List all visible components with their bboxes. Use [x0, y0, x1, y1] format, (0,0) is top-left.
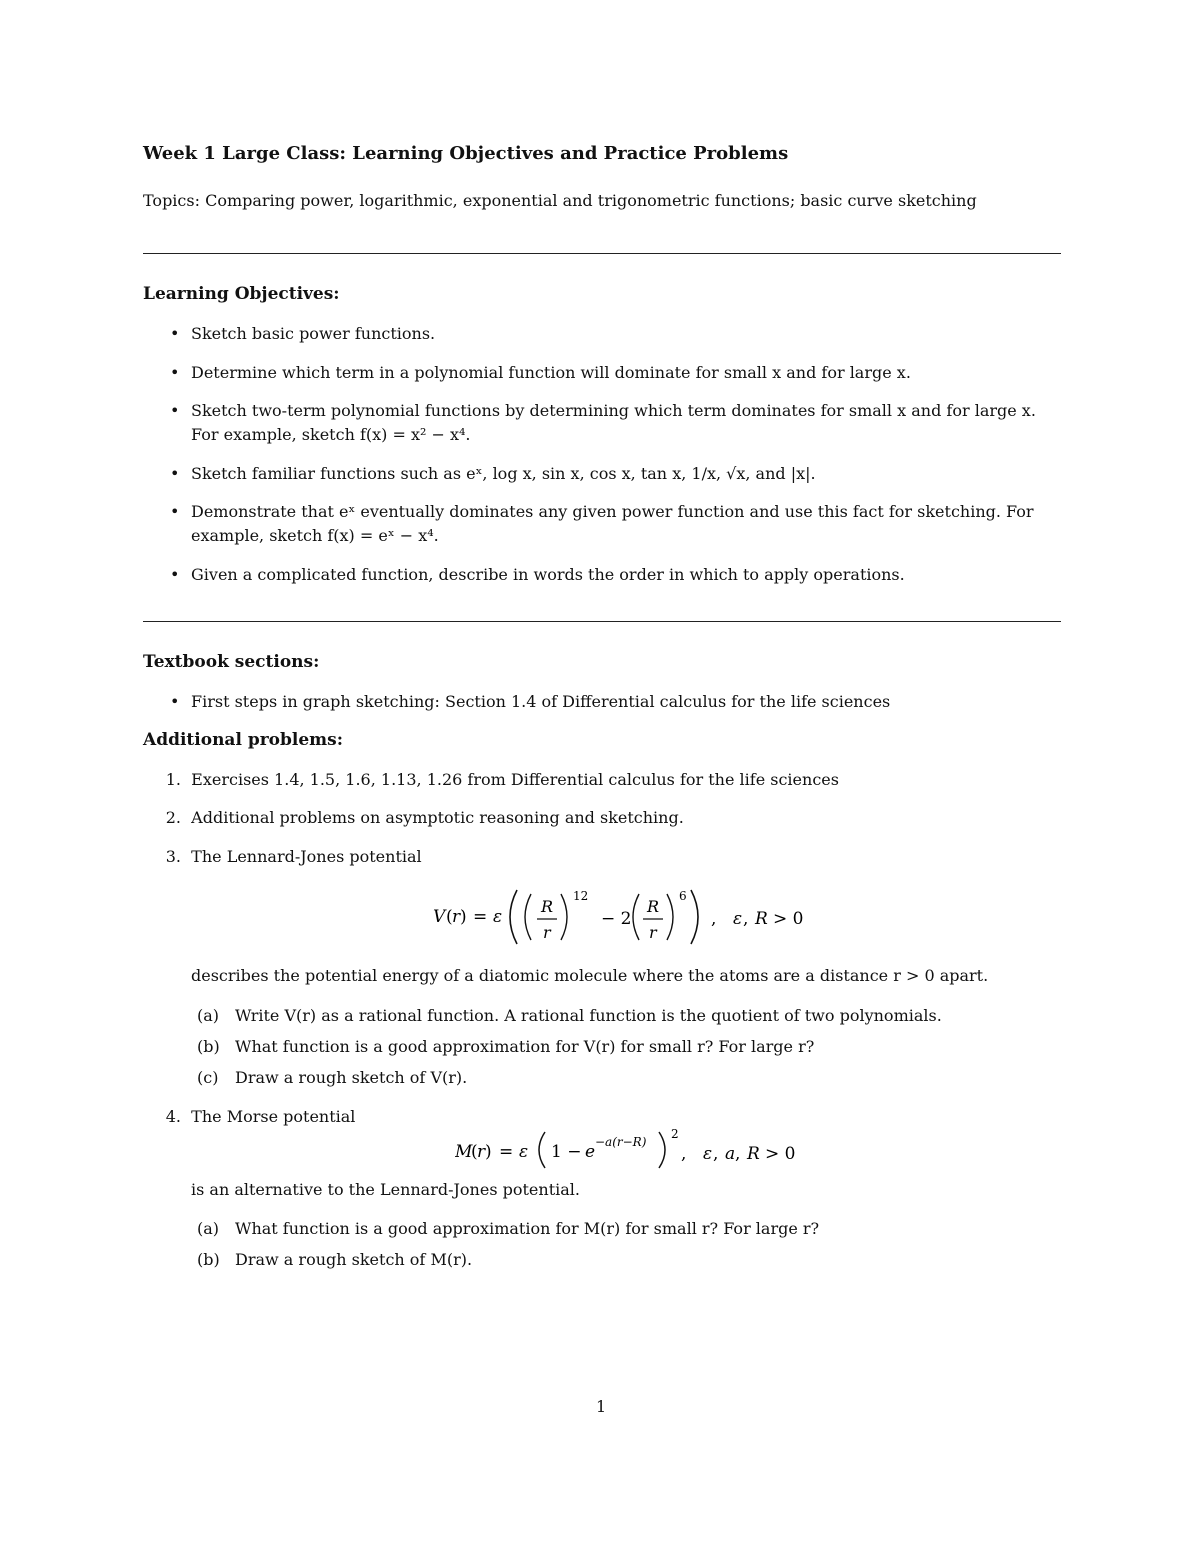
list-item: • Sketch basic power functions.: [170, 324, 436, 343]
svg-text:,: ,: [713, 1144, 719, 1164]
problem-3-intro: The Lennard-Jones potential: [191, 847, 422, 866]
page-number: 1: [596, 1397, 607, 1416]
problem-4-intro: The Morse potential: [191, 1107, 356, 1126]
lennard-jones-equation: [433, 882, 813, 956]
svg-text:=: =: [499, 1142, 514, 1162]
svg-text:R: R: [747, 1144, 760, 1164]
textbook-heading: Textbook sections:: [143, 652, 320, 672]
problem-3-after: describes the potential energy of a diatomic molecule where the atoms are a distance r > 0 apart.: [191, 966, 989, 985]
problem-3c: (c) Draw a rough sketch of V(r).: [197, 1068, 468, 1087]
svg-text:> 0: > 0: [765, 1144, 796, 1164]
svg-text:): ): [485, 1142, 492, 1162]
svg-text:> 0: > 0: [773, 909, 804, 929]
list-item: • Given a complicated function, describe in words the order in which to apply operations.: [170, 564, 905, 584]
learning-objectives-heading: Learning Objectives:: [143, 284, 340, 304]
problem-3a: (a) Write V(r) as a rational function. A rational function is the quotient of two polynomials.: [197, 1006, 942, 1025]
textbook-text: First steps in graph sketching: Section 1.4 of Differential calculus for the life sciences: [191, 692, 891, 711]
objective-text: Given a complicated function, describe in words the order in which to apply operations.: [191, 564, 905, 584]
svg-text:R: R: [541, 897, 554, 916]
problem-4a-text: What function is a good approximation for M(r) for small r? For large r?: [235, 1219, 820, 1238]
topics-line: Topics: Comparing power, logarithmic, exponential and trigonometric functions; basic curve sketching: [143, 191, 977, 210]
divider: [143, 621, 1061, 622]
objective-text: Sketch basic power functions.: [191, 324, 436, 343]
svg-text:1 −: 1 −: [551, 1142, 582, 1162]
equation-graphic: [433, 882, 813, 952]
svg-text:,: ,: [743, 909, 749, 929]
svg-text:6: 6: [679, 889, 687, 903]
svg-text:r: r: [452, 907, 461, 927]
problem-3b-text: What function is a good approximation for V(r) for small r? For large r?: [235, 1037, 815, 1056]
problem-1: 1. Exercises 1.4, 1.5, 1.6, 1.13, 1.26 from Differential calculus for the life sciences: [165, 770, 839, 789]
problem-3: 3. The Lennard-Jones potential: [165, 847, 422, 866]
svg-text:R: R: [755, 909, 768, 929]
svg-text:R: R: [647, 897, 660, 916]
problem-4: 4. The Morse potential: [165, 1107, 356, 1126]
objective-text: Sketch two-term polynomial functions by determining which term dominates for small x and for large x. For example, sketch f(x) = x² − x⁴.: [191, 401, 1036, 444]
page-title: Week 1 Large Class: Learning Objectives and Practice Problems: [143, 143, 789, 164]
svg-text:,: ,: [681, 1144, 687, 1164]
svg-text:(: (: [446, 907, 453, 927]
svg-text:2: 2: [671, 1127, 679, 1141]
learning-objectives-list: [143, 322, 1061, 601]
divider: [143, 253, 1061, 254]
problem-4a: (a) What function is a good approximation for M(r) for small r? For large r?: [197, 1219, 820, 1238]
list-item: • First steps in graph sketching: Section 1.4 of Differential calculus for the life sciences: [170, 692, 891, 711]
problem-3c-text: Draw a rough sketch of V(r).: [235, 1068, 468, 1087]
svg-text:e: e: [585, 1142, 596, 1162]
svg-text:,: ,: [711, 909, 717, 929]
svg-text:(: (: [471, 1142, 478, 1162]
problem-2-text: Additional problems on asymptotic reasoning and sketching.: [191, 808, 684, 827]
list-item: • Demonstrate that eˣ eventually dominates any given power function and use this fact for sketching. For example, sketch f(x) = eˣ − x⁴.: [170, 502, 1034, 545]
additional-heading: Additional problems:: [143, 730, 343, 750]
svg-text:ε: ε: [703, 1144, 713, 1164]
svg-text:12: 12: [573, 889, 589, 903]
svg-text:−a(r−R): −a(r−R): [595, 1135, 647, 1149]
svg-text:ε: ε: [733, 909, 743, 929]
svg-text:,: ,: [735, 1144, 741, 1164]
objective-text: Demonstrate that eˣ eventually dominates any given power function and use this fact for sketching. For example, sketch f(x) = eˣ − x⁴.: [191, 502, 1034, 545]
problem-4b-text: Draw a rough sketch of M(r).: [235, 1250, 473, 1269]
svg-text:ε: ε: [493, 907, 503, 927]
morse-equation: [455, 1122, 815, 1178]
svg-text:− 2: − 2: [601, 909, 632, 929]
svg-text:r: r: [649, 923, 657, 942]
list-item: • Sketch two-term polynomial functions by determining which term dominates for small x and for large x. For example, sketch f(x) = x² − x⁴.: [170, 401, 1036, 444]
svg-text:ε: ε: [519, 1142, 529, 1162]
svg-text:M: M: [455, 1142, 473, 1162]
list-item: • Sketch familiar functions such as eˣ, log x, sin x, cos x, tan x, 1/x, √x, and |x|.: [170, 463, 816, 483]
problem-4b: (b) Draw a rough sketch of M(r).: [197, 1250, 473, 1269]
svg-text:V: V: [433, 907, 446, 927]
list-item: • Determine which term in a polynomial function will dominate for small x and for large x.: [170, 362, 911, 382]
objective-text: Sketch familiar functions such as eˣ, log x, sin x, cos x, tan x, 1/x, √x, and |x|.: [191, 463, 816, 483]
svg-text:r: r: [543, 923, 551, 942]
problem-3a-text: Write V(r) as a rational function. A rational function is the quotient of two polynomials.: [235, 1006, 942, 1025]
problem-4-after: is an alternative to the Lennard-Jones potential.: [191, 1180, 580, 1199]
problem-3b: (b) What function is a good approximation for V(r) for small r? For large r?: [197, 1037, 815, 1056]
equation-graphic: [455, 1122, 815, 1174]
problem-1-text: Exercises 1.4, 1.5, 1.6, 1.13, 1.26 from Differential calculus for the life sciences: [191, 770, 839, 789]
svg-text:=: =: [473, 907, 488, 927]
svg-text:): ): [460, 907, 467, 927]
svg-text:a: a: [725, 1144, 736, 1164]
textbook-list: [143, 690, 1061, 729]
objective-text: Determine which term in a polynomial function will dominate for small x and for large x.: [191, 362, 911, 382]
problem-2: 2. Additional problems on asymptotic reasoning and sketching.: [165, 808, 684, 827]
svg-text:r: r: [477, 1142, 486, 1162]
